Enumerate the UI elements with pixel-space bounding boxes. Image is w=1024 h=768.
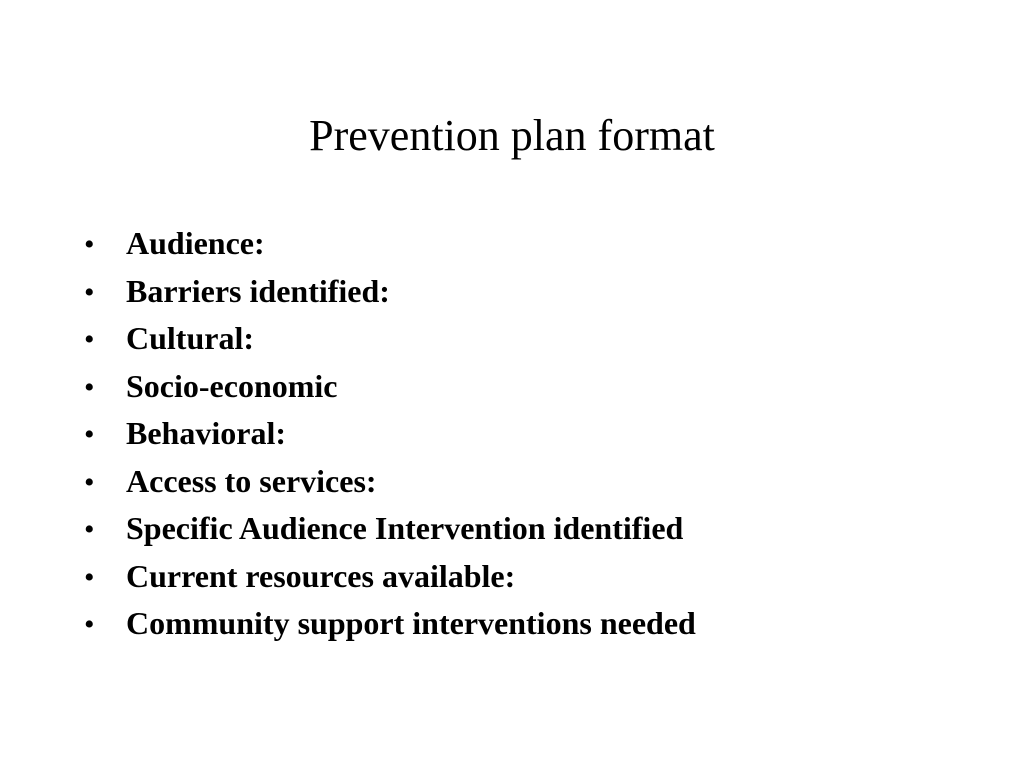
list-item-text: Barriers identified: [126,272,390,309]
list-item [84,600,696,648]
list-item-text: Access to services: [126,462,377,499]
list-item [84,410,696,458]
list-item-text: Current resources available: [126,557,516,594]
bullet-icon: • [84,465,95,499]
list-item [84,553,696,601]
bullet-icon: • [84,513,95,546]
bullet-icon: • [84,275,95,309]
bullet-icon: • [84,418,95,451]
list-item-text: Community support interventions needed [126,605,696,641]
list-item-text: Specific Audience Intervention identified [126,510,684,546]
slide-title: Prevention plan format [309,111,715,160]
list-item-text: Behavioral: [126,415,286,451]
list-item [84,458,696,506]
list-item [84,505,696,553]
bullet-icon: • [84,560,95,594]
bullet-icon: • [84,228,95,261]
list-item [84,363,696,411]
bullet-icon: • [84,370,95,404]
list-item [84,268,696,316]
list-item-text: Socio-economic [126,367,338,404]
bullet-icon: • [84,608,95,641]
list-item [84,315,696,363]
list-item [84,220,696,268]
bullet-icon: • [84,323,95,356]
list-item-text: Audience: [126,225,265,261]
bullet-list [84,220,696,648]
list-item-text: Cultural: [126,320,254,356]
